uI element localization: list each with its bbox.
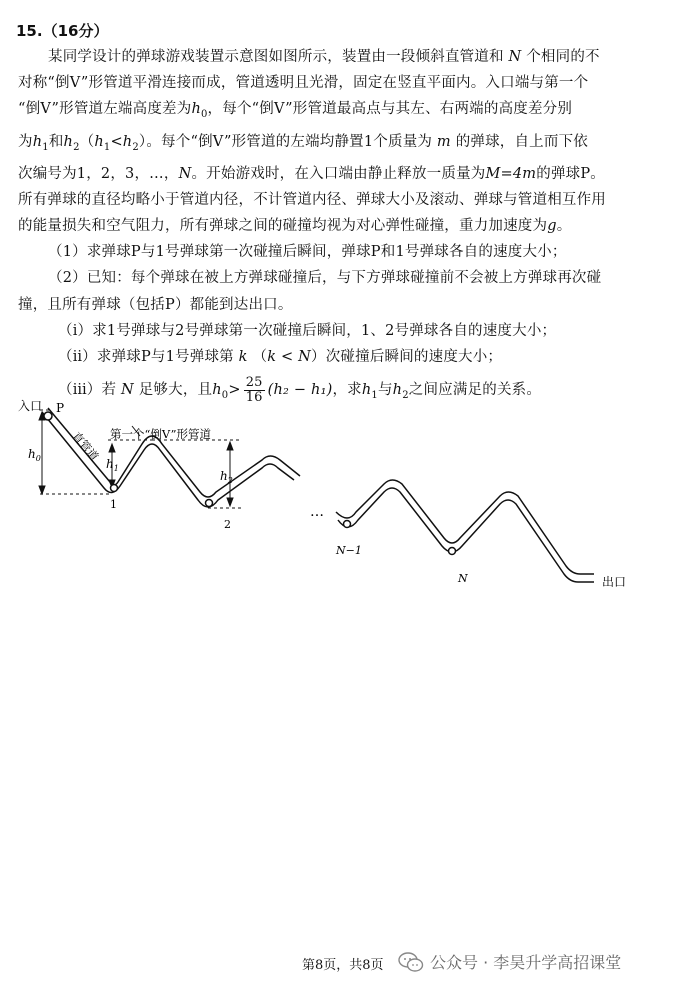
height-guides (40, 410, 242, 508)
first-v-label: 第一个“倒V”形管道 (110, 427, 211, 441)
stem-line-6: 所有弹球的直径均略小于管道内径，不计管道内径、弹球大小及滚动、弹球与管道相互作用 (18, 191, 606, 208)
ball-2 (206, 500, 213, 507)
page-number: 第8页，共8页 (302, 958, 384, 973)
part-2-ii: （ⅱ）求弹球P与1号弹球第 k （k < N）次碰撞后瞬间的速度大小； (58, 349, 503, 366)
ball-p (44, 412, 52, 420)
ball-2-label: 2 (224, 518, 231, 531)
ellipsis-label: … (310, 504, 324, 520)
ball-1-label: 1 (110, 498, 117, 511)
part-2-line-2: 撞，且所有弹球（包括P）都能到达出口。 (18, 296, 293, 313)
question-header (16, 20, 108, 41)
ball-p-label: P (56, 401, 65, 415)
stem-line-2: 对称“倒V”形管道平滑连接而成，管道透明且光滑，固定在竖直平面内。入口端与第一个 (18, 75, 589, 92)
watermark (398, 950, 621, 973)
stem-line-7: 的能量损失和空气阻力，所有弹球之间的碰撞均视为对心弹性碰撞，重力加速度为g。 (18, 218, 572, 234)
pipe-diagram (12, 396, 652, 606)
stem-line-4: 为$h_1$和$h_2(h_1<h_2)$。每个“倒V”形管道的左端均静置1个质量为 m 的弹球，自上而下依 (18, 133, 588, 153)
page-footer (0, 950, 679, 980)
wechat-icon (398, 951, 424, 973)
stem-line-5: 次编号为1，2，3，…，N。开始游戏时，在入口端由静止释放一质量为M=4m的弹球P。 (18, 165, 606, 182)
part-2-iii: （ⅲ）若 N 足够大，且$h_0>$ $\frac{25}{16}$ (h₂ − h₁)，求$h_1$与$h_2$之间应满足的关系。 (58, 374, 542, 405)
question-number: 15. (16, 22, 43, 40)
h2-label: $h_2$ (220, 469, 233, 485)
ball-1 (111, 485, 118, 492)
part-2-i: （ⅰ）求1号弹球与2号弹球第一次碰撞后瞬间，1、2号弹球各自的速度大小； (58, 322, 557, 339)
ball-n (449, 548, 456, 555)
watermark-text: 公众号 · 李昊升学高招课堂 (430, 953, 622, 972)
ball-n-minus-1 (344, 521, 351, 528)
entry-label: 入口 (18, 399, 43, 413)
part-2-line-1: （2）已知：每个弹球在被上方弹球碰撞后，与下方弹球碰撞前不会被上方弹球再次碰 (48, 270, 602, 287)
fraction-25-16: $\frac{25}{16}$ (245, 374, 263, 405)
ball-n-minus-1-label: N−1 (336, 544, 362, 557)
h0-label: $h_0$ (28, 447, 41, 463)
h1-label: $h_1$ (106, 457, 119, 473)
part-1: （1）求弹球P与1号弹球第一次碰撞后瞬间，弹球P和1号弹球各自的速度大小； (48, 244, 567, 261)
exit-label: 出口 (602, 575, 627, 589)
balls (44, 412, 456, 555)
stem-line-3: “倒V”形管道左端高度差为$h_0$，每个“倒V”形管道最高点与其左、右两端的高度差分别 (18, 101, 573, 121)
question-score: （16分） (42, 22, 109, 40)
straight-pipe-label: 直管道 (69, 429, 101, 464)
question-stem (18, 44, 608, 416)
stem-line-1: 某同学设计的弹球游戏装置示意图如图所示，装置由一段倾斜直管道和 N 个相同的不 (48, 49, 600, 65)
ball-n-label: N (458, 572, 468, 585)
pipe-wall-upper-2 (338, 488, 594, 582)
pipe-wall-lower-2 (336, 480, 594, 574)
